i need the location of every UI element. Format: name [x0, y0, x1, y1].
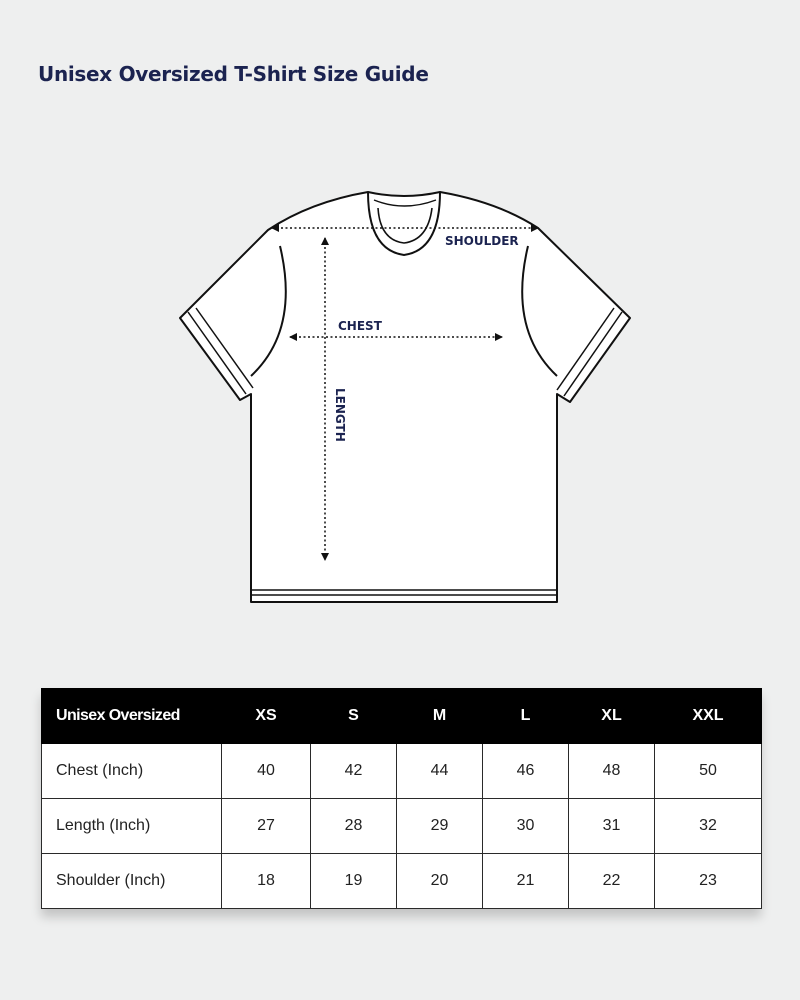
row-label: Length (Inch) [42, 799, 222, 854]
table-cell: 28 [311, 799, 397, 854]
chest-label: CHEST [338, 319, 382, 333]
table-cell: 42 [311, 744, 397, 799]
table-cell: 20 [397, 854, 483, 909]
page-title: Unisex Oversized T-Shirt Size Guide [38, 62, 429, 86]
size-table [41, 688, 762, 909]
header-cell: Unisex Oversized [42, 689, 222, 744]
table-cell: 31 [569, 799, 655, 854]
length-label: LENGTH [333, 388, 347, 442]
table-cell: 27 [222, 799, 311, 854]
header-cell: XXL [655, 689, 762, 744]
table-row [42, 744, 762, 799]
table-row [42, 799, 762, 854]
table-cell: 46 [483, 744, 569, 799]
header-cell: L [483, 689, 569, 744]
table-cell: 21 [483, 854, 569, 909]
table-cell: 48 [569, 744, 655, 799]
table-cell: 30 [483, 799, 569, 854]
header-cell: S [311, 689, 397, 744]
table-cell: 23 [655, 854, 762, 909]
size-chart [41, 688, 761, 909]
header-cell: XL [569, 689, 655, 744]
tshirt-outline [180, 192, 630, 602]
row-label: Chest (Inch) [42, 744, 222, 799]
shoulder-label: SHOULDER [445, 234, 519, 248]
row-label: Shoulder (Inch) [42, 854, 222, 909]
table-header-row [42, 689, 762, 744]
table-cell: 19 [311, 854, 397, 909]
header-cell: XS [222, 689, 311, 744]
table-cell: 22 [569, 854, 655, 909]
table-cell: 44 [397, 744, 483, 799]
table-row [42, 854, 762, 909]
table-cell: 32 [655, 799, 762, 854]
table-cell: 50 [655, 744, 762, 799]
table-cell: 40 [222, 744, 311, 799]
table-cell: 29 [397, 799, 483, 854]
table-cell: 18 [222, 854, 311, 909]
header-cell: M [397, 689, 483, 744]
